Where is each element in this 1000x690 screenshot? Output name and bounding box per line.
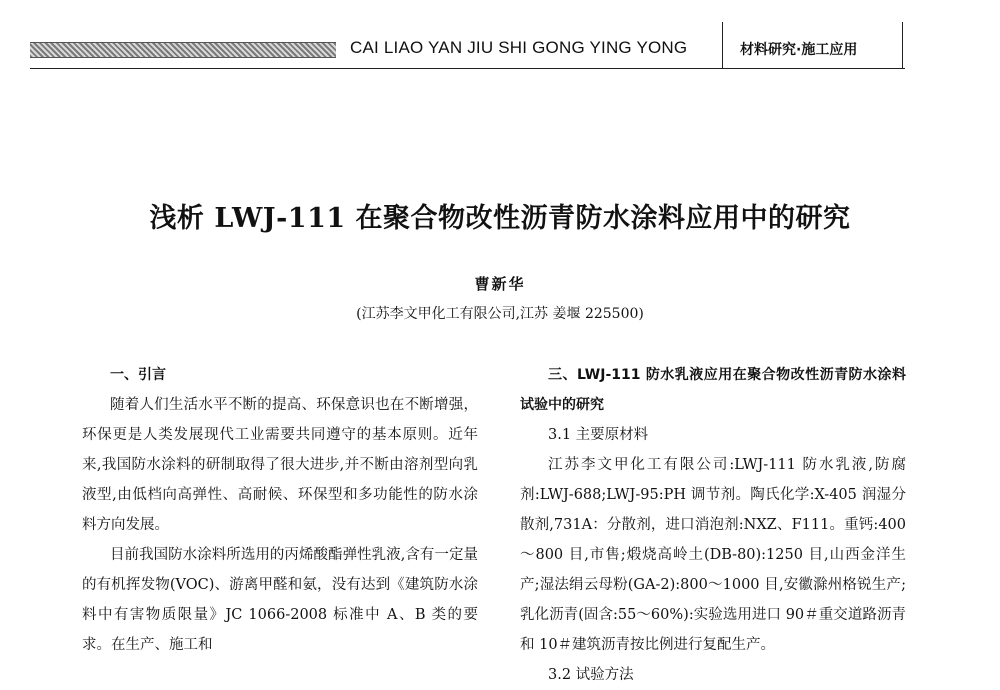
subsection-heading-methods: 3.2 试验方法 [548,667,634,683]
article-affiliation: (江苏李文甲化工有限公司,江苏 姜堰 225500) [356,306,644,322]
section-label: 材料研究·施工应用 [740,42,858,58]
article-author: 曹新华 [474,275,526,293]
right-column [520,360,906,683]
journal-name: CAI LIAO YAN JIU SHI GONG YING YONG [350,38,688,57]
subsection-heading-materials: 3.1 主要原材料 [548,427,649,443]
section-heading-introduction: 一、引言 [110,367,166,383]
section-heading-experiment: 三、LWJ-111 防水乳液应用在聚合物改性沥青防水涂料试验中的研究 [520,367,906,413]
paragraph: 随着人们生活水平不断的提高、环保意识也在不断增强，环保更是人类发展现代工业需要共同遵守的基本原则。近年来,我国防水涂料的研制取得了很大进步,并不断由溶剂型向乳液型,由低档向高弹性、高耐候、环保型和多功能性的防水涂料方向发展。 [82,397,478,533]
article-title: 浅析 LWJ-111 在聚合物改性沥青防水涂料应用中的研究 [149,203,851,234]
header-rule [30,68,905,69]
header-hatch-bar [30,42,336,58]
left-column [82,360,478,660]
paragraph: 江苏李文甲化工有限公司:LWJ-111 防水乳液,防腐剂:LWJ-688;LWJ-95:PH 调节剂。陶氏化学:X-405 润湿分散剂,731A：分散剂，进口消泡剂:NXZ、F111。重钙:400～800 目,市售;煅烧高岭土(DB-80):1250 目,山西金洋生产;湿法绢云母粉(GA-2):800～1000 目,安徽滁州格锐生产;乳化沥青(固含:55～60%):实验选用进口 90＃重交道路沥青和 10＃建筑沥青按比例进行复配生产。 [520,457,906,653]
page-header [0,0,1000,78]
paragraph: 目前我国防水涂料所选用的丙烯酸酯弹性乳液,含有一定量的有机挥发物(VOC)、游离甲醛和氨，没有达到《建筑防水涂料中有害物质限量》JC 1066-2008 标准中 A、B 类的要求。在生产、施工和 [82,547,478,653]
header-divider-right [902,22,903,68]
header-divider-left [722,22,723,68]
